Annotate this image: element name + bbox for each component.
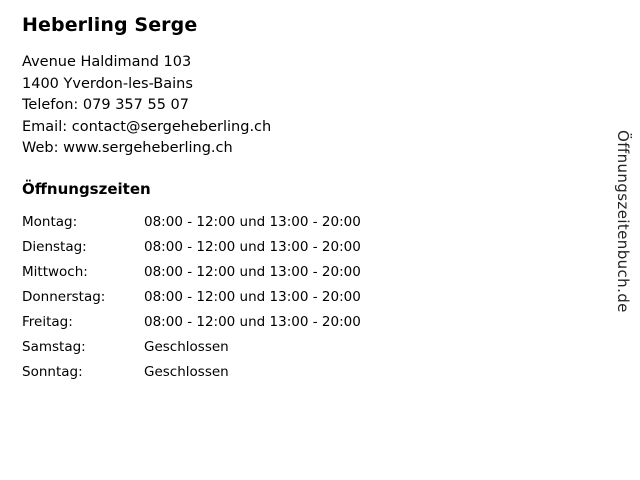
hours-value: 08:00 - 12:00 und 13:00 - 20:00	[144, 313, 361, 330]
hours-value: 08:00 - 12:00 und 13:00 - 20:00	[144, 238, 361, 255]
hours-value: Geschlossen	[144, 338, 229, 355]
day-label: Dienstag:	[22, 238, 87, 255]
page-title: Heberling Serge	[22, 14, 198, 36]
day-label: Sonntag:	[22, 363, 83, 380]
address-line-phone: Telefon: 079 357 55 07	[22, 97, 190, 113]
day-label: Montag:	[22, 213, 78, 230]
address-line-street: Avenue Haldimand 103	[22, 54, 192, 70]
address-line-email: Email: contact@sergeheberling.ch	[22, 118, 272, 135]
opening-hours-table	[22, 214, 361, 389]
day-label: Donnerstag:	[22, 288, 106, 305]
day-label: Mittwoch:	[22, 263, 88, 280]
table-row	[22, 239, 361, 264]
day-label: Samstag:	[22, 338, 86, 355]
table-row	[22, 339, 361, 364]
watermark-label: Öffnungszeitenbuch.de	[614, 130, 632, 313]
hours-value: 08:00 - 12:00 und 13:00 - 20:00	[144, 263, 361, 280]
address-block	[22, 52, 582, 160]
business-card	[22, 14, 582, 389]
table-row	[22, 214, 361, 239]
hours-value: 08:00 - 12:00 und 13:00 - 20:00	[144, 288, 361, 305]
table-row	[22, 314, 361, 339]
table-row	[22, 289, 361, 314]
address-line-city: 1400 Yverdon-les-Bains	[22, 75, 193, 92]
hours-value: Geschlossen	[144, 363, 229, 380]
table-row	[22, 364, 361, 389]
day-label: Freitag:	[22, 313, 73, 330]
address-line-web: Web: www.sergeheberling.ch	[22, 140, 233, 156]
hours-value: 08:00 - 12:00 und 13:00 - 20:00	[144, 213, 361, 230]
opening-hours-title: Öffnungszeiten	[22, 179, 151, 198]
table-row	[22, 264, 361, 289]
